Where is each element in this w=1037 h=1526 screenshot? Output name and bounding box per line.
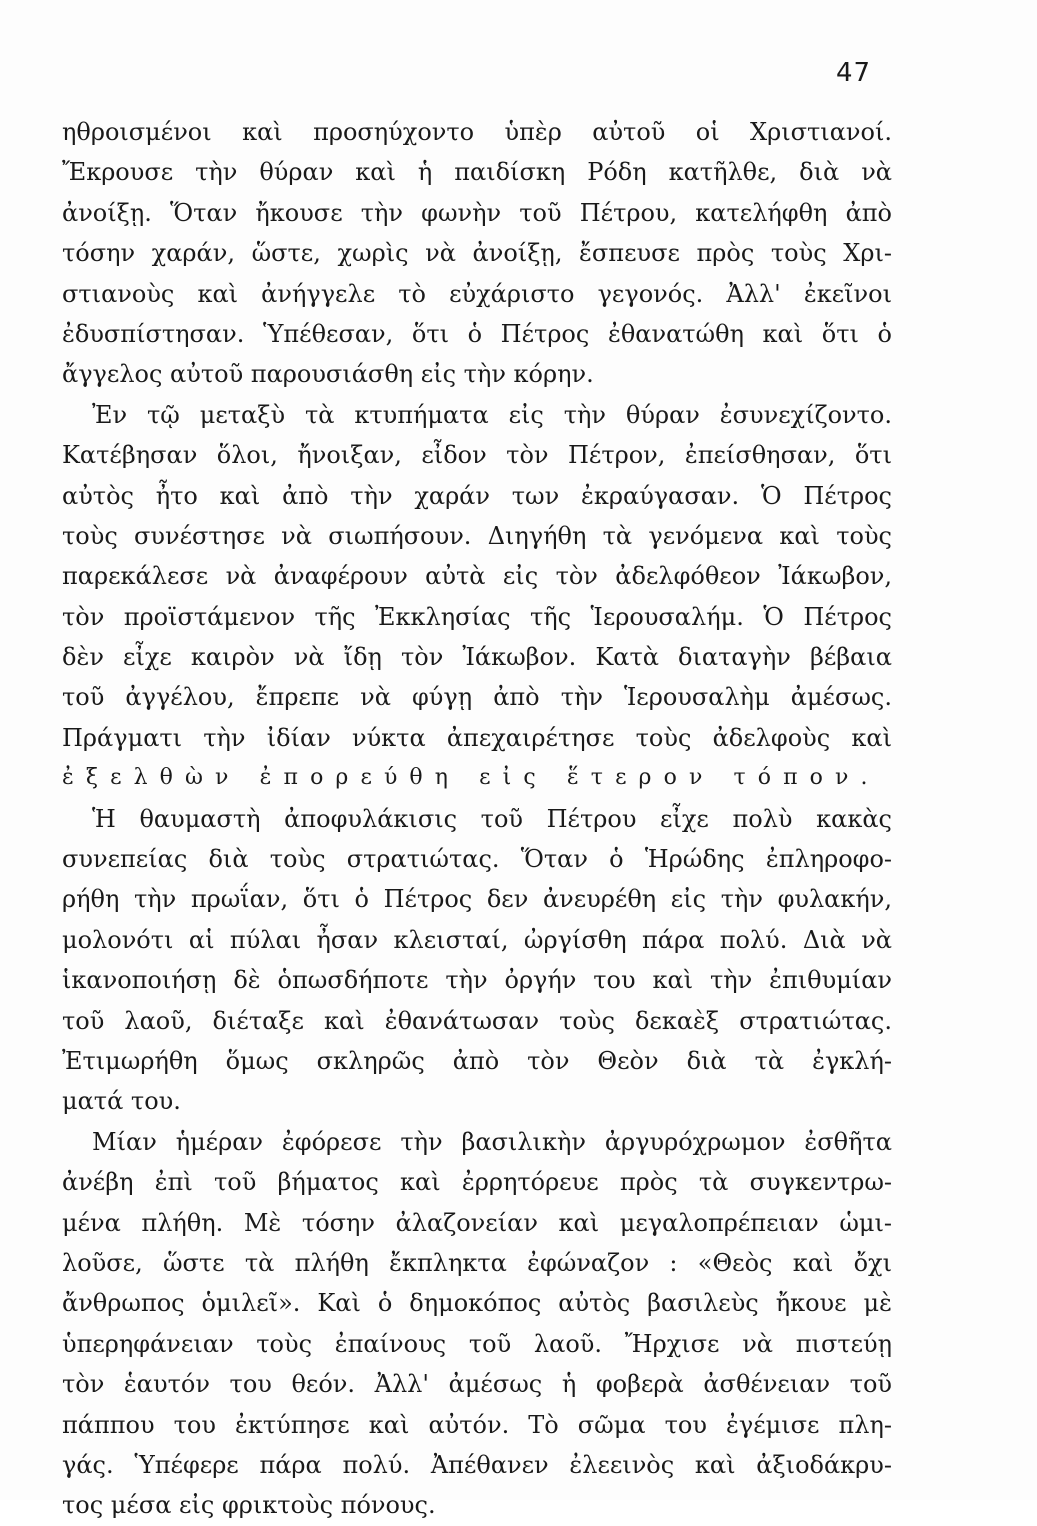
text-line: τος μέσα εἰς φρικτοὺς πόνους.	[62, 1491, 436, 1520]
text-line: πάππου του ἐκτύπησε καὶ αὐτόν. Τὸ σῶμα του ἐγέμισε πλη-	[62, 1410, 892, 1439]
text-line: ἄνθρωπος ὁμιλεῖ». Καὶ ὁ δημοκόπος αὐτὸς βασιλεὺς ἤκουε μὲ	[62, 1289, 892, 1318]
text-line: στιανοὺς καὶ ἀνήγγελε τὸ εὐχάριστο γεγονός. Ἀλλ' ἐκεῖνοι	[62, 279, 892, 308]
text-line: συνεπείας διὰ τοὺς στρατιώτας. Ὅταν ὁ Ἡρώδης ἐπληροφο-	[62, 845, 892, 874]
text-line: τοῦ λαοῦ, διέταξε καὶ ἐθανάτωσαν τοὺς δεκαὲξ στρατιώτας.	[62, 1006, 892, 1035]
text-line: Ἐν τῷ μεταξὺ τὰ κτυπήματα εἰς τὴν θύραν ἐσυνεχίζοντο.	[92, 400, 892, 429]
text-line: ἀνοίξῃ. Ὅταν ἤκουσε τὴν φωνὴν τοῦ Πέτρου, κατελήφθη ἀπὸ	[62, 198, 892, 227]
text-line: Ἔκρουσε τὴν θύραν καὶ ἡ παιδίσκη Ρόδη κατῆλθε, διὰ νὰ	[62, 158, 892, 187]
paragraph-1	[62, 112, 892, 395]
paragraph-4	[62, 1122, 892, 1526]
text-line: Ἐτιμωρήθη ὅμως σκληρῶς ἀπὸ τὸν Θεὸν διὰ τὰ ἐγκλή-	[62, 1046, 892, 1075]
text-line: δὲν εἶχε καιρὸν νὰ ἴδῃ τὸν Ἰάκωβον. Κατὰ διαταγὴν βέβαια	[62, 643, 892, 672]
body-text	[62, 112, 892, 1526]
text-line: αὐτὸς ἦτο καὶ ἀπὸ τὴν χαράν των ἐκραύγασαν. Ὁ Πέτρος	[62, 481, 892, 510]
text-line: ἱκανοποιήσῃ δὲ ὁπωσδήποτε τὴν ὀργήν του καὶ τὴν ἐπιθυμίαν	[62, 966, 892, 995]
text-line: παρεκάλεσε νὰ ἀναφέρουν αὐτὰ εἰς τὸν ἀδελφόθεον Ἰάκωβον,	[62, 562, 892, 591]
text-line: τὸν προϊστάμενον τῆς Ἐκκλησίας τῆς Ἱερουσαλήμ. Ὁ Πέτρος	[62, 602, 892, 631]
text-line: Ἡ θαυμαστὴ ἀποφυλάκισις τοῦ Πέτρου εἶχε πολὺ κακὰς	[92, 804, 892, 833]
text-line: ηθροισμένοι καὶ προσηύχοντο ὑπὲρ αὐτοῦ οἱ Χριστιανοί.	[62, 118, 892, 146]
text-line: μένα πλήθη. Μὲ τόσην ἀλαζονείαν καὶ μεγαλοπρέπειαν ὡμι-	[62, 1208, 892, 1237]
text-line: ματά του.	[62, 1087, 181, 1116]
text-line: ρήθη τὴν πρωΐαν, ὅτι ὁ Πέτρος δεν ἀνευρέθη εἰς τὴν φυλακήν,	[62, 885, 892, 914]
text-line: Μίαν ἡμέραν ἐφόρεσε τὴν βασιλικὴν ἀργυρόχρωμον ἐσθῆτα	[92, 1127, 892, 1156]
text-line: ὑπερηφάνειαν τοὺς ἐπαίνους τοῦ λαοῦ. Ἤρχισε νὰ πιστεύῃ	[62, 1329, 892, 1358]
text-line: Πράγματι τὴν ἰδίαν νύκτα ἀπεχαιρέτησε τοὺς ἀδελφοὺς καὶ	[62, 723, 892, 752]
text-line: ἐξελθὼν ἐπορεύθη εἰς ἕτερον τόπον.	[62, 765, 880, 791]
text-line: γάς. Ὑπέφερε πάρα πολύ. Ἀπέθανεν ἐλεεινὸς καὶ ἀξιοδάκρυ-	[62, 1450, 892, 1479]
text-line: λοῦσε, ὥστε τὰ πλήθη ἔκπληκτα ἐφώναζον : «Θεὸς καὶ ὄχι	[62, 1248, 892, 1277]
text-line: τὸν ἑαυτόν του θεόν. Ἀλλ' ἀμέσως ἡ φοβερὰ ἀσθένειαν τοῦ	[62, 1370, 892, 1399]
text-line: τοὺς συνέστησε νὰ σιωπήσουν. Διηγήθη τὰ γενόμενα καὶ τοὺς	[62, 521, 892, 550]
paragraph-2	[62, 395, 892, 799]
text-line: τοῦ ἀγγέλου, ἔπρεπε νὰ φύγῃ ἀπὸ τὴν Ἱερουσαλὴμ ἀμέσως.	[62, 683, 892, 712]
text-line: ἄγγελος αὐτοῦ παρουσιάσθη εἰς τὴν κόρην.	[62, 360, 594, 389]
text-line: Κατέβησαν ὅλοι, ἤνοιξαν, εἶδον τὸν Πέτρον, ἐπείσθησαν, ὅτι	[62, 441, 892, 470]
text-line: ἐδυσπίστησαν. Ὑπέθεσαν, ὅτι ὁ Πέτρος ἐθανατώθη καὶ ὅτι ὁ	[62, 319, 892, 348]
paragraph-3	[62, 799, 892, 1122]
text-line: μολονότι αἱ πύλαι ἦσαν κλεισταί, ὠργίσθη πάρα πολύ. Διὰ νὰ	[62, 925, 892, 954]
text-line: τόσην χαράν, ὥστε, χωρὶς νὰ ἀνοίξῃ, ἔσπευσε πρὸς τοὺς Χρι-	[62, 239, 892, 268]
text-line: ἀνέβη ἐπὶ τοῦ βήματος καὶ ἐρρητόρευε πρὸς τὰ συγκεντρω-	[62, 1168, 892, 1197]
page-number: 47	[836, 58, 872, 88]
